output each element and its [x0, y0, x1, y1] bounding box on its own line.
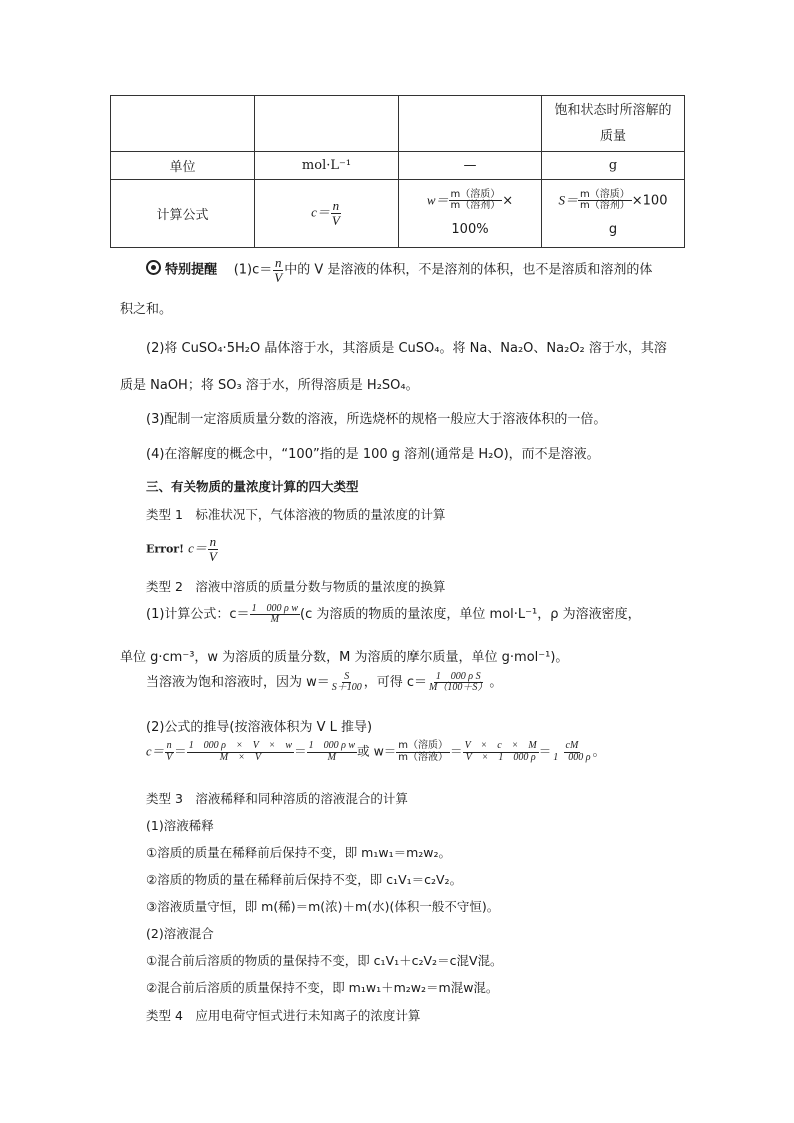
type1-heading: 类型 1 标准状况下，气体溶液的物质的量浓度的计算 [146, 507, 446, 522]
tip-p1-pre: (1)c＝ [233, 262, 273, 278]
numerator: m（溶质） [580, 188, 630, 200]
numerator: 1 000 ρ S [435, 670, 481, 682]
table-cell [255, 96, 399, 152]
formula-rhs: × [502, 193, 514, 209]
text: 。 [592, 743, 606, 759]
equals: ＝ [294, 743, 307, 759]
text: 当溶液为饱和溶液时，因为 w＝ [146, 675, 330, 690]
table-row [111, 152, 685, 180]
fraction [330, 672, 364, 694]
equals: ＝ [450, 743, 463, 759]
tip-title: 特别提醒 [165, 262, 218, 278]
tip-p3: (3)配制一定溶质质量分数的溶液，所选烧杯的规格一般应大于溶液体积的一倍。 [146, 412, 607, 427]
type3-item-a: ①溶质的质量在稀释前后保持不变，即 m₁w₁＝m₂w₂。 [146, 845, 452, 860]
fraction [578, 190, 632, 212]
fraction [207, 535, 219, 563]
fraction [330, 199, 342, 227]
denominator: m（溶液） [398, 751, 449, 763]
type3-sub1: (1)溶液稀释 [146, 818, 214, 833]
fraction [187, 741, 294, 763]
denominator: V [208, 548, 217, 564]
circled-dot-icon [146, 260, 161, 275]
formula-lhs: w＝ [426, 192, 449, 208]
fraction [164, 741, 174, 763]
fraction [463, 741, 539, 763]
type2-units-line: 单位 g·cm⁻³，w 为溶质的质量分数，M 为溶质的摩尔质量，单位 g·mol⁻¹)。 [120, 650, 569, 665]
type3-item-d: ①混合前后溶质的物质的量保持不变，即 c₁V₁＋c₂V₂＝c混V混。 [146, 953, 503, 968]
cell-text: 质量 [599, 128, 626, 144]
denominator: V [331, 213, 340, 228]
formula-lhs: c＝ [146, 744, 165, 759]
type3-item-e: ②混合前后溶质的质量保持不变，即 m₁w₁＋m₂w₂＝m混w混。 [146, 980, 499, 995]
fraction [427, 672, 489, 694]
numerator: V × c × M [464, 740, 537, 751]
type3-sub2: (2)溶液混合 [146, 926, 214, 941]
fraction [449, 190, 503, 212]
derivation-line [146, 741, 605, 763]
numerator: n [209, 534, 217, 549]
formula-lhs: c＝ [188, 540, 207, 556]
tip-p4: (4)在溶解度的概念中，“100”指的是 100 g 溶剂(通常是 H₂O)，而不是溶液。 [146, 447, 600, 462]
formula-solubility [542, 180, 685, 248]
type1-formula [146, 535, 219, 563]
error-text: Error! [146, 542, 184, 556]
row-label-unit: 单位 [111, 152, 255, 180]
equals: ＝ [174, 743, 187, 759]
denominator: V × 1 000 ρ [465, 751, 536, 763]
unit-molarity: mol·L⁻¹ [255, 152, 399, 180]
section-heading: 三、有关物质的量浓度计算的四大类型 [146, 479, 359, 494]
table-cell [542, 96, 685, 152]
formula-mass-fraction [399, 180, 542, 248]
tip-p1-cont: 积之和。 [120, 302, 173, 317]
row-label-formula: 计算公式 [111, 180, 255, 248]
table-cell [399, 96, 542, 152]
type4-heading: 类型 4 应用电荷守恒式进行未知离子的浓度计算 [146, 1008, 421, 1023]
type3-item-b: ②溶质的物质的量在稀释前后保持不变，即 c₁V₁＝c₂V₂。 [146, 872, 463, 887]
numerator: n [274, 255, 282, 270]
fraction [307, 741, 357, 763]
type2-heading: 类型 2 溶液中溶质的质量分数与物质的量浓度的换算 [146, 579, 446, 594]
fraction [396, 741, 450, 763]
numerator: n [332, 198, 340, 214]
text: 。 [489, 675, 503, 690]
type3-item-c: ③溶液质量守恒，即 m(稀)＝m(浓)＋m(水)(体积一般不守恒)。 [146, 899, 500, 914]
unit-solubility: g [542, 152, 685, 180]
numerator: 1 000 ρ w [251, 602, 299, 614]
formula-explanation: (c 为溶质的物质的量浓度，单位 mol·L⁻¹，ρ 为溶液密度， [300, 607, 641, 622]
numerator: cM [565, 740, 579, 751]
numerator: 1 000 ρ w [308, 740, 356, 751]
denominator: S＋100 [331, 682, 362, 693]
denominator: M [270, 614, 279, 625]
formula-lhs: S＝ [558, 192, 579, 208]
tip-line-1 [146, 256, 652, 284]
text: 或 w＝ [357, 743, 397, 759]
fraction [272, 256, 284, 284]
formula-tail: g [608, 221, 618, 237]
denominator: M × V [219, 751, 261, 763]
table-cell [111, 96, 255, 152]
fraction [250, 604, 300, 626]
table-row [111, 96, 685, 152]
formula-rhs: ×100 [631, 193, 668, 209]
type3-heading: 类型 3 溶液稀释和同种溶质的溶液混合的计算 [146, 791, 408, 806]
denominator: 1 000 ρ [553, 751, 591, 763]
formula-tail: 100% [451, 221, 489, 237]
numerator: S [344, 670, 350, 682]
comparison-table [110, 95, 685, 248]
formula-lhs: c＝ [311, 205, 330, 220]
denominator: m（溶剂） [580, 200, 630, 212]
tip-p1-post: 中的 V 是溶液的体积，不是溶剂的体积，也不是溶质和溶剂的体 [284, 262, 653, 278]
denominator: V [274, 269, 283, 285]
table-row [111, 180, 685, 248]
numerator: n [166, 740, 172, 751]
tip-p2-line2: 质是 NaOH；将 SO₃ 溶于水，所得溶质是 H₂SO₄。 [120, 378, 419, 393]
cell-text: 饱和状态时所溶解的 [554, 102, 672, 118]
denominator: m（溶剂） [450, 200, 501, 212]
formula-molarity [255, 180, 399, 248]
numerator: m（溶质） [398, 740, 449, 751]
tip-p2-line1: (2)将 CuSO₄·5H₂O 晶体溶于水，其溶质是 CuSO₄。将 Na、Na₂O、Na₂O₂ 溶于水，其溶 [146, 341, 667, 356]
denominator: M [327, 751, 337, 763]
type2-formula-line [146, 603, 641, 626]
fraction [551, 741, 592, 763]
equals: ＝ [538, 743, 552, 759]
numerator: m（溶质） [450, 188, 501, 200]
type2-saturated-line [146, 671, 502, 694]
text: ，可得 c＝ [363, 675, 428, 690]
formula-lhs: (1)计算公式：c＝ [146, 607, 250, 622]
denominator: V [166, 751, 173, 763]
unit-mass-fraction: — [399, 152, 542, 180]
type2-derivation-title: (2)公式的推导(按溶液体积为 V L 推导) [146, 720, 373, 735]
numerator: 1 000 ρ × V × w [188, 740, 293, 751]
denominator: M（100＋S） [429, 682, 488, 693]
